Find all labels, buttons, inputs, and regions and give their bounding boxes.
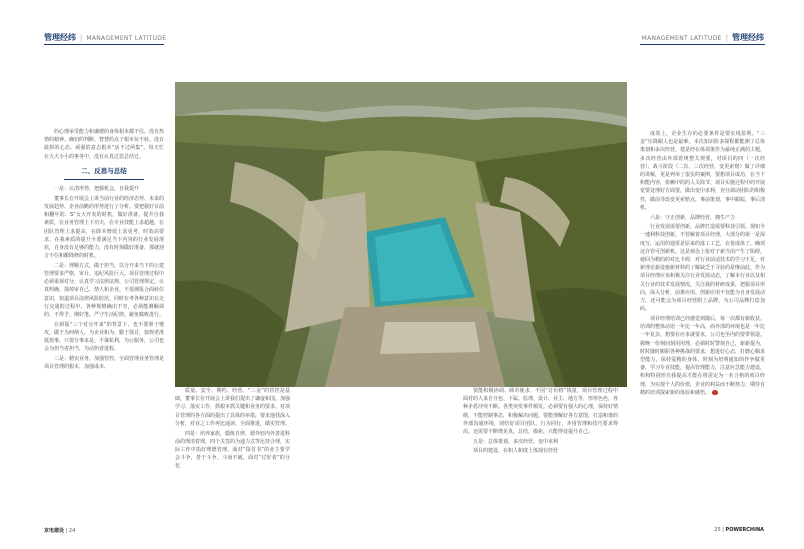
page-number-right: 25 (714, 527, 721, 533)
column-left (44, 128, 164, 498)
dam-construction-photo (175, 82, 627, 387)
paragraph: 成效上，企业生存的必要条件是要实现盈利。“三金”压降跟人也是最难。本次知识阶多探程都能测了总体策划和多次经营，建是经在体项策作为最纯正满的主题，多次经营由外部着规整关规要，对项目的四（一次经营）、战斗阶段（二次、三次经营，变更索赔）做了详细的讲解，更是列举了很实的案例，要想项目成功，在当下积能内容，依赖中的的人关简节，项目实施过程中的开展宽要处理好方面要，做出变中求利，充分调动团队的积极性，做前导改变更索赔点，事前策划，事中跟踪，事后清机。 (640, 131, 765, 211)
column-bottom-1 (175, 387, 290, 497)
header-left (44, 32, 166, 43)
section-title-right: 管理经纬 (732, 33, 764, 42)
paragraph: 一是：认清形势，把握机会，自我提升 (54, 186, 140, 193)
footer-left: 京电建设 | 24 (44, 528, 76, 534)
paragraph: 行业发展需要创新，品牌打造需要科技引领。现如今一速利科技创新，不管解着项目经理，大部分的第一是深度写，运用的通常是原来的落工工艺，在优成体了，确项这许管可创新机。这是观念上依对于新当用产生了阻碍，使回为精的的对比卡碍，对行业前适技术的学习不足，对新理论新设施新材料的了解缺乏于寻验的是继前此，作为项目经理应该积极关注行业发展动态，了解本行业以及相关行业的技术发展情况，关注我的材研成果，把握项目形向，深入分析，前推应用。创新应用不仅能为自身发展动力，还可能会为项目经营附上品牌，为公司品牌打造加码。 (640, 224, 765, 313)
header-rule-right (640, 44, 765, 45)
column-right (640, 130, 765, 502)
paragraph-text: 项目经理培训已经感觉到随后，每一次都有新收获。培训的整体动语一年比一年高，而外部的环境也是一年比一年复杂，想要在应求就要求，公司也至内的要带领造。握晚一份刻间刻用用理，必须时时警刻自己，新新提为，时时随时搬职各种挑战的要求，想进好心态，打磨心顺求型能力，保持爱精的身体，时刻为培明通知的作争做更备，学习专业技能，提高管理能力，注意应急能力建设，积和特别形自我提高才能在将需定为一名合格的项目经理，为实现个人的价值，企业的利益而不断努力，期待有精的培训探索新的体验和感悟。 (640, 315, 765, 396)
column-bottom-2 (463, 387, 618, 497)
end-mark-icon (712, 390, 718, 395)
section-subtitle-right: MANAGEMENT LATITUDE (641, 35, 722, 42)
paragraph: 六是：守正创新，品牌经营，拥生产力 (650, 214, 736, 221)
dam-photo-graphic (175, 82, 627, 387)
paragraph: 质量、安全、期约、经营、“三金”的管控是基础，董事长在开展会上讲我们提出了谦虚和国，加强学习、落实工作，抓根本抓关键和业务的要求。对项目管理的各方面的提出了具体的举措，要求他找深入分析，对业之工作再比通读、全面推进，做实管理。 (175, 388, 290, 427)
paragraph: 项目的建设，在积人和度上体现在经营 (473, 448, 559, 455)
header-rule-left (44, 44, 164, 45)
paragraph: 五是：总体策划，多次经营，变中求利 (473, 438, 559, 445)
page-number: 24 (68, 528, 76, 534)
subheading-rule (64, 179, 144, 180)
section-subtitle: MANAGEMENT LATITUDE (86, 35, 167, 42)
header-right (642, 32, 764, 43)
header-separator: | (80, 34, 83, 42)
paragraph (640, 315, 765, 397)
paragraph: 的心理承受能力和谦德的身体相本都不住。没有热情的精神、确切的判断、智慧的点子根本玩不转。没有敢拼的心态、顽强的意志根本“活不过两集”。每天忙在大大小小的事务中，没有认真过思总结过。 (44, 129, 164, 160)
paragraph: 四是：培养家族，锻炼自律，德外轻内外善进科涂的理清着理，四个关签的为通力式等比技合理，实际工作中指好理德管理。面对“指首书”的业主要学会斗争，善于斗争。斗而不破，面对“讨好者”的分包 (175, 430, 290, 470)
paragraph: 董事长在开展会上讲当前行业的经济态势、未来的发展趋势、企业前瞻的形势进行了分析。要把握好目前和翻年的、S“女大开发的时机，做好准备，提升自我素质，在业务管理上下功夫，在专业技能上求超越，在团队管理上求提高，在降本增效上求更考，时效高要求，在我素质的提升全要满足当下内容的行业发展现状，自身没有足够的能力，没有时刻做好准备，那就迎合不住和酿降修的时机。 (44, 195, 164, 260)
footer-brand: 京电建设 (44, 528, 65, 534)
header-separator-right: | (725, 34, 728, 42)
subheading: 二、反思与总结 (81, 166, 127, 175)
paragraph: 在新版“三个对分开来”的背景下，也不要胆于慢攻，做于为何纳人，为企业和为，勤于探讨，按规老准低按事，只要分事求是，不谋私利，为公服务，公司也会为担当者担当，为动担者进程。 (44, 321, 164, 353)
section-title: 管理经纬 (44, 33, 76, 42)
paragraph: 二是：理顺方式，做于担当，以分开来当下的公建管理要求严格，审计、追纪风险巨大。项目管理过程中必须重视对分，认真学习法律法规、公司管理规定，认真明确，探掉审自己、情人和企业。不要测报合面转住意识，知道项目法律风险防范。同时在考各种意识在走行交通的过程中，各种规格确出不穷，必须能测解调的、不得予。期好笔。严守生活纪律。避免腐败进行。 (44, 262, 164, 319)
footer-right: 25 | POWERCHINA (714, 527, 764, 533)
footer-brand-right: POWERCHINA (725, 527, 764, 533)
paragraph: 三是：精实业务，加强管控，全面管理业务管理是项目管理的根本，加强成本、 (44, 356, 164, 371)
paragraph: 要能积极协调、顾奇使求，不因“讨价格”钱量，项目管理过程中面对的人来自分包、下属、监理、设计、业主、地方等，形形色色，各种矛盾冲突不断。各类突发事件频发。必须要有强大的心理，保持好情绪，不能控制事态，积极解决问题。要能理解好各方意图，打造和谐的外部沟通环境，团结好项目团队，行为同行，齐用管理和技巧要求得高。还需要不断增见真，总结、摸索，只能得处提升自己。 (463, 388, 618, 436)
